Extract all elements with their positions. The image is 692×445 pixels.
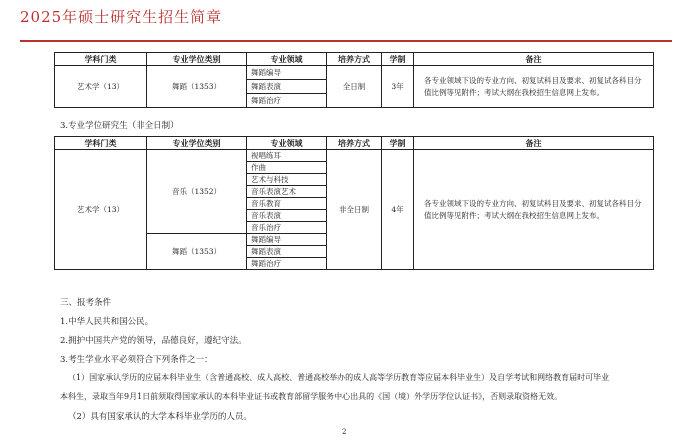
mode-cell: 全日制 <box>327 66 382 108</box>
field-cell: 舞蹈编导 <box>247 66 327 80</box>
field-cell: 音乐表演 <box>247 210 327 222</box>
page-number: 2 <box>342 428 347 436</box>
header-divider <box>20 40 672 42</box>
field-cell: 舞蹈表演 <box>247 80 327 94</box>
condition-item: 3.考生学业水平必须符合下列条件之一： <box>60 355 213 365</box>
field-cell: 音乐教育 <box>247 198 327 210</box>
col-header-note: 备注 <box>414 137 654 150</box>
page-header-title: 2025年硕士研究生招生简章 <box>20 8 223 26</box>
field-cell: 舞蹈表演 <box>247 246 327 258</box>
note-cell: 各专业领域下设的专业方向、初复试科目及要求、初复试各科目分值比例等见附件；考试大纲在我校招生信息网上发布。 <box>414 150 654 270</box>
category-cell: 舞蹈（1353） <box>147 66 247 108</box>
col-header-years: 学制 <box>382 53 414 66</box>
discipline-cell: 艺术学（13） <box>55 66 147 108</box>
col-header-category: 专业学位类别 <box>147 137 247 150</box>
col-header-discipline: 学科门类 <box>55 137 147 150</box>
col-header-note: 备注 <box>414 53 654 66</box>
field-cell: 舞蹈治疗 <box>247 258 327 270</box>
field-cell: 视唱练耳 <box>247 150 327 162</box>
field-cell: 作曲 <box>247 162 327 174</box>
section-heading: 三、报考条件 <box>60 298 112 308</box>
condition-subitem-continued: 本科生，录取当年9月1日前须取得国家承认的本科毕业证书或教育部留学服务中心出具的《国（境）外学历学位认证书》，否则录取资格无效。 <box>60 392 563 401</box>
condition-subitem: （2）具有国家承认的大学本科毕业学历的人员。 <box>68 412 252 422</box>
condition-subitem: （1）国家承认学历的应届本科毕业生（含普通高校、成人高校、普通高校举办的成人高等学历教育等应届本科毕业生）及自学考试和网络教育届时可毕业 <box>68 373 610 382</box>
category-cell-music: 音乐（1352） <box>147 150 247 234</box>
field-cell: 音乐表演艺术 <box>247 186 327 198</box>
col-header-mode: 培养方式 <box>327 53 382 66</box>
years-cell: 4年 <box>382 150 414 270</box>
parttime-program-table <box>54 136 654 270</box>
condition-item: 2.拥护中国共产党的领导，品德良好，遵纪守法。 <box>60 336 247 346</box>
col-header-mode: 培养方式 <box>327 137 382 150</box>
years-cell: 3年 <box>382 66 414 108</box>
col-header-field: 专业领域 <box>247 53 327 66</box>
field-cell: 艺术与科技 <box>247 174 327 186</box>
field-cell: 音乐治疗 <box>247 222 327 234</box>
condition-item: 1.中华人民共和国公民。 <box>60 317 154 327</box>
category-cell-dance: 舞蹈（1353） <box>147 234 247 270</box>
col-header-years: 学制 <box>382 137 414 150</box>
col-header-discipline: 学科门类 <box>55 53 147 66</box>
field-cell: 舞蹈编导 <box>247 234 327 246</box>
mode-cell: 非全日制 <box>327 150 382 270</box>
section-subheading: 3.专业学位研究生（非全日制） <box>60 121 179 131</box>
discipline-cell: 艺术学（13） <box>55 150 147 270</box>
note-cell: 各专业领域下设的专业方向、初复试科目及要求、初复试各科目分值比例等见附件；考试大纲在我校招生信息网上发布。 <box>414 66 654 108</box>
col-header-category: 专业学位类别 <box>147 53 247 66</box>
col-header-field: 专业领域 <box>247 137 327 150</box>
fulltime-program-table <box>54 52 654 108</box>
field-cell: 舞蹈治疗 <box>247 94 327 108</box>
